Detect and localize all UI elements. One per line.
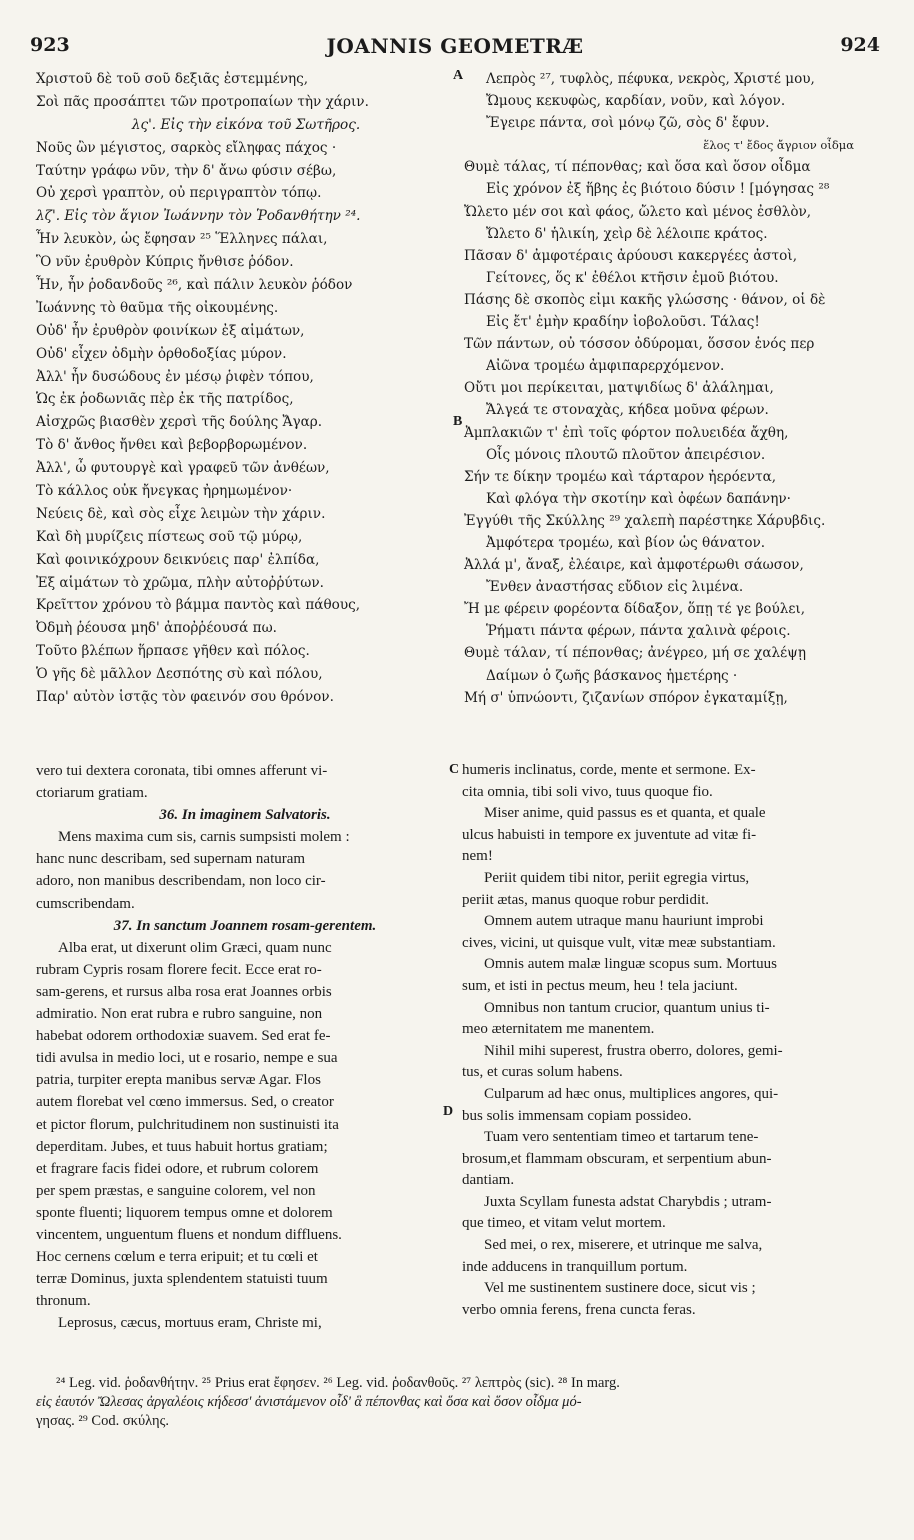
verse-line: Αἰῶνα τρομέω ἀμφιπαρερχόμενον. xyxy=(486,358,725,375)
verse-line: Οἷς μόνοις πλουτῶ πλοῦτον ἀπειρέσιον. xyxy=(486,446,766,463)
text-line: nem! xyxy=(462,848,493,865)
verse-line: Ὡς ἐκ ῥοδωνιᾶς πὲρ ἐκ τῆς πατρίδος, xyxy=(36,391,294,408)
verse-line: Τὸ κάλλος οὐκ ἤνεγκας ἠρημωμένον· xyxy=(36,483,293,500)
verse-line: Οὐδ' εἶχεν ὀδμὴν ὀρθοδοξίας μύρον. xyxy=(36,345,287,362)
greek-column-left xyxy=(36,68,456,709)
text-line: ctoriarum gratiam. xyxy=(36,785,148,802)
text-line: adoro, non manibus describendam, non loco cir- xyxy=(36,873,326,890)
verse-line: Ἐξ αἱμάτων τὸ χρῶμα, πλὴν αὐτοῤῥύτων. xyxy=(36,574,324,591)
text-line: vero tui dextera coronata, tibi omnes afferunt vi- xyxy=(36,763,328,779)
text-line: tus, et curas solum habens. xyxy=(462,1064,623,1081)
text-line: Periit quidem tibi nitor, periit egregia virtus, xyxy=(484,869,750,886)
verse-line: Καὶ φοινικόχρουν δεικνύεις παρ' ἐλπίδα, xyxy=(36,551,320,568)
verse-line: Ἔνθεν ἀναστήσας εὔδιον εἰς λιμένα. xyxy=(486,579,744,596)
text-line: hanc nunc describam, sed supernam naturam xyxy=(36,851,306,868)
verse-line: Ἄλγεά τε στοναχὰς, κήδεα μοῦνα φέρων. xyxy=(486,402,769,419)
verse-line: Ἀλλά μ', ἄναξ, ἐλέαιρε, καὶ ἀμφοτέρωθι σάωσον, xyxy=(464,557,804,574)
margin-letter-c: C xyxy=(449,762,460,777)
verse-line: Ἐγγύθι τῆς Σκύλλης ²⁹ χαλεπὴ παρέστηκε Χάρυβδις. xyxy=(464,512,826,529)
verse-line: Ὃ νῦν ἐρυθρὸν Κύπρις ἤνθισε ῥόδον. xyxy=(36,254,294,271)
page-number-right: 924 xyxy=(840,34,880,56)
text-line: Sed mei, o rex, miserere, et utrinque me salva, xyxy=(484,1237,763,1254)
text-line: rubram Cypris rosam florere fecit. Ecce erat ro- xyxy=(36,961,322,978)
verse-line: Τοῦτο βλέπων ἥρπασε γῆθεν καὶ πόλος. xyxy=(36,643,310,660)
verse-line: Ὤμους κεκυφὼς, καρδίαν, νοῦν, καὶ λόγον. xyxy=(486,93,786,110)
verse-line: Οὐδ' ἦν ἐρυθρὸν φοινίκων ἐξ αἱμάτων, xyxy=(36,322,305,339)
verse-line: Ὁ γῆς δὲ μᾶλλον Δεσπότης σὺ καὶ πόλου, xyxy=(36,666,323,683)
text-line: Miser anime, quid passus es et quanta, et quale xyxy=(484,805,766,822)
text-line: periit ætas, manus quoque robur perdidit. xyxy=(462,891,710,908)
section-heading: 36. In imaginem Salvatoris. xyxy=(159,807,331,824)
text-line: tidi avulsa in medio loci, ut e rosario, nempe e sua xyxy=(36,1050,338,1067)
text-line: verbo omnia ferens, frena cuncta feras. xyxy=(462,1301,696,1318)
verse-line: Ἀμπλακιῶν τ' ἐπὶ τοῖς φόρτον πολυειδέα ἄχθη, xyxy=(464,424,789,441)
verse-line: Εἰς χρόνον ἐξ ἥβης ἐς βιότοιο δύσιν ! [μόγησας ²⁸ xyxy=(486,181,830,198)
text-line: sam-gerens, et rursus alba rosa erat Joannes orbis xyxy=(36,983,332,1000)
text-line: bus solis immensam copiam possideo. xyxy=(462,1107,692,1124)
footnote-line: εἰς ἑαυτόν Ὤλεσας ἀργαλέοις κήδεσσ' ἀνιστάμενον οἶδ' ἃ πέπονθας καὶ ὅσα καὶ ὅσον οἶδμα μό- xyxy=(36,1394,582,1410)
verse-line: Ἦν λευκὸν, ὡς ἔφησαν ²⁵ Ἕλληνες πάλαι, xyxy=(36,231,328,248)
verse-line: Λεπρὸς ²⁷, τυφλὸς, πέφυκα, νεκρὸς, Χριστέ μου, xyxy=(486,71,815,87)
verse-line: Σοὶ πᾶς προσάπτει τῶν προτροπαίων τὴν χάριν. xyxy=(36,93,369,110)
text-line: Nihil mihi superest, frustra oberro, dolores, gemi- xyxy=(484,1042,783,1059)
verse-line: Ῥήματι πάντα φέρων, πάντα χαλινὰ φέροις. xyxy=(486,623,791,640)
verse-line: Ἦν, ἦν ῥοδανδοῦς ²⁶, καὶ πάλιν λευκὸν ῥόδον xyxy=(36,277,353,294)
text-line: brosum,et flammam obscuram, et serpentium abun- xyxy=(462,1150,772,1167)
text-line: per spem præstas, e sanguine colorem, vel non xyxy=(36,1182,316,1199)
verse-line: Νοῦς ὢν μέγιστος, σαρκὸς εἴληφας πάχος · xyxy=(36,139,337,156)
text-line: deperditam. Jubes, et tuus habuit hortus gratiam; xyxy=(36,1138,328,1155)
verse-line: Σήν τε δίκην τρομέω καὶ τάρταρον ἠερόεντα, xyxy=(464,468,777,485)
verse-line: Κρεῖττον χρόνου τὸ βάμμα παντὸς καὶ πάθους, xyxy=(36,597,361,614)
text-line: Omnem autem utraque manu hauriunt improbi xyxy=(484,913,764,930)
verse-line: Ἀλλ', ὦ φυτουργὲ καὶ γραφεῦ τῶν ἀνθέων, xyxy=(36,460,330,477)
text-line: et fragrare facis fidei odore, et rubrum colorem xyxy=(36,1160,319,1177)
verse-line: Δαίμων ὁ ζωῆς βάσκανος ἡμετέρης · xyxy=(486,667,738,684)
section-heading: 37. In sanctum Joannem rosam-gerentem. xyxy=(113,917,377,934)
text-line: habebat odorem orthodoxiæ suavem. Sed erat fe- xyxy=(36,1028,331,1045)
verse-line: Οὔτι μοι περίκειται, ματψιδίως δ' ἀλάλημαι, xyxy=(464,380,774,397)
running-header xyxy=(30,34,880,58)
text-line: Mens maxima cum sis, carnis sumpsisti molem : xyxy=(58,829,350,846)
text-line: meo æternitatem me manentem. xyxy=(462,1021,655,1038)
text-line: Tuam vero sententiam timeo et tartarum tene- xyxy=(484,1129,759,1146)
text-line: Culparum ad hæc onus, multiplices angores, qui- xyxy=(484,1085,779,1102)
text-line: Leprosus, cæcus, mortuus eram, Christe mi, xyxy=(58,1315,322,1332)
margin-letter-d: D xyxy=(443,1104,454,1119)
verse-line: Τῶν πάντων, οὐ τόσσον ὀδύρομαι, ὅσσον ἑνός περ xyxy=(464,336,815,353)
margin-letter-a: A xyxy=(453,68,464,83)
running-title: JOANNIS GEOMETRÆ xyxy=(326,34,584,58)
verse-line: Πάσης δὲ σκοπὸς εἰμι κακῆς γλώσσης · θάνον, οἱ δὲ xyxy=(464,291,826,308)
text-line: patria, turpiter erepta manibus servæ Agar. Flos xyxy=(36,1072,321,1089)
text-line: vincentem, unguentum fluens et nondum diffluens. xyxy=(36,1226,342,1243)
verse-line: Πᾶσαν δ' ἀμφοτέραις ἀρύουσι κακεργέες ἀστοὶ, xyxy=(464,247,798,264)
poem-heading: λς'. Εἰς τὴν εἰκόνα τοῦ Σωτῆρος. xyxy=(131,116,361,133)
verse-line: Καὶ δὴ μυρίζεις πίστεως σοῦ τῷ μύρῳ, xyxy=(36,528,303,545)
text-line: terræ Dominus, juxta splendentem statuisti tuum xyxy=(36,1271,328,1288)
text-line: ulcus habuisti in tempore ex juventute ad vitæ fi- xyxy=(462,826,757,843)
text-line: Hoc cernens cœlum e terra eripuit; et tu cœli et xyxy=(36,1249,318,1266)
verse-line: Νεύεις δὲ, καὶ σὸς εἶχε λειμὼν τὴν χάριν. xyxy=(36,505,326,522)
verse-line: Καὶ φλόγα τὴν σκοτίην καὶ ὀφέων δαπάνην· xyxy=(486,490,791,507)
text-line: dantiam. xyxy=(462,1172,515,1189)
text-line: admiratio. Non erat rubra e rubro sanguine, non xyxy=(36,1006,323,1023)
text-line: et pictor florum, pulchritudinem non sustinuisti ita xyxy=(36,1116,339,1133)
text-line: thronum. xyxy=(36,1293,91,1310)
text-line: humeris inclinatus, corde, mente et sermone. Ex- xyxy=(462,762,756,778)
verse-line: Χριστοῦ δὲ τοῦ σοῦ δεξιᾶς ἐστεμμένης, xyxy=(36,71,309,87)
latin-column-right xyxy=(462,760,886,1321)
verse-line: Ὤλετο μέν σοι καὶ φάος, ὤλετο καὶ μένος ἐσθλὸν, xyxy=(464,203,812,220)
footnote-line: γησας. ²⁹ Cod. σκύλης. xyxy=(36,1413,169,1429)
verse-line: Αἰσχρῶς βιασθὲν χερσὶ τῆς δούλης Ἄγαρ. xyxy=(36,414,323,431)
latin-column-left xyxy=(36,760,454,1334)
footnote-line: ²⁴ Leg. vid. ῥοδανθήτην. ²⁵ Prius erat ἔφησεν. ²⁶ Leg. vid. ῥοδανθοῦς. ²⁷ λεπτρὸς (sic). ²⁸ In marg. xyxy=(56,1375,620,1391)
poem-heading: λζ'. Εἰς τὸν ἅγιον Ἰωάννην τὸν Ῥοδανθήτην ²⁴. xyxy=(36,208,361,225)
verse-line: Ἰωάννης τὸ θαῦμα τῆς οἰκουμένης. xyxy=(36,299,279,316)
verse-line: Ὤλετο δ' ἡλικίη, χεὶρ δὲ λέλοιπε κράτος. xyxy=(486,225,768,242)
verse-line: Θυμὲ τάλας, τί πέπονθας; καὶ ὅσα καὶ ὅσον οἶδμα xyxy=(464,159,811,176)
footnotes xyxy=(36,1374,886,1431)
verse-line: Ἀλλ' ἦν δυσώδους ἐν μέσῳ ῥιφὲν τόπου, xyxy=(36,368,314,385)
verse-line: Μή σ' ὑπνώοντι, ζιζανίων σπόρον ἐγκαταμίξῃ, xyxy=(464,689,788,706)
verse-line: Ὀδμὴ ῥέουσα μηδ' ἀποῤῥέουσά πω. xyxy=(36,620,278,637)
text-line: Vel me sustinentem sustinere doce, sicut vis ; xyxy=(484,1280,756,1297)
text-line: que timeo, et vitam velut mortem. xyxy=(462,1215,666,1232)
text-line: sum, et isti in pectus meum, heu ! tela jaciunt. xyxy=(462,977,738,994)
page-number-left: 923 xyxy=(30,34,70,56)
verse-line: Οὐ χερσὶ γραπτὸν, οὐ περιγραπτὸν τόπῳ. xyxy=(36,185,322,202)
verse-line: Γείτονες, ὅς κ' ἐθέλοι κτῆσιν ἐμοῦ βιότου. xyxy=(486,269,779,286)
verse-line: Ταύτην γράφω νῦν, τὴν δ' ἄνω φύσιν σέβω, xyxy=(36,162,337,179)
text-line: Juxta Scyllam funesta adstat Charybdis ; utram- xyxy=(484,1193,772,1210)
marginal-gloss: ἕλος τ' ἔδος ἄγριον οἶδμα xyxy=(703,138,854,153)
text-line: autem florebat vel cœno immersus. Sed, o creator xyxy=(36,1094,334,1111)
text-line: inde adducens in tranquillum portum. xyxy=(462,1258,688,1275)
text-line: cita omnia, tibi soli vivo, tuus quoque fio. xyxy=(462,783,713,800)
verse-line: Παρ' αὐτὸν ἱστᾷς τὸν φαεινόν σου θρόνον. xyxy=(36,689,334,706)
verse-line: Εἰς ἔτ' ἐμὴν κραδίην ἰοβολοῦσι. Τάλας! xyxy=(486,314,760,331)
margin-letter-b: B xyxy=(453,414,463,429)
text-line: Omnibus non tantum crucior, quantum unius ti- xyxy=(484,999,770,1016)
verse-line: Ἀμφότερα τρομέω, καὶ βίον ὡς θάνατον. xyxy=(486,534,766,551)
verse-line: Τὸ δ' ἄνθος ἤνθει καὶ βεβορβορωμένον. xyxy=(36,437,308,454)
verse-line: Θυμὲ τάλαν, τί πέπονθας; ἀνέγρεο, μή σε χαλέψῃ xyxy=(464,645,806,662)
text-line: sponte fluenti; liquorem tempus omne et dolorem xyxy=(36,1204,333,1221)
verse-line: Ἤ με φέρειν φορέοντα δίδαξον, ὅπῃ τέ γε βούλει, xyxy=(464,601,806,618)
greek-column-right xyxy=(464,68,888,709)
text-line: cives, vicini, ut quisque vult, vitæ meæ substantiam. xyxy=(462,934,776,951)
verse-line: Ἔγειρε πάντα, σοὶ μόνῳ ζῶ, σὸς δ' ἔφυν. xyxy=(486,115,770,132)
text-line: Omnis autem malæ linguæ scopus sum. Mortuus xyxy=(484,956,777,973)
text-line: Alba erat, ut dixerunt olim Græci, quam nunc xyxy=(58,939,332,956)
text-line: cumscribendam. xyxy=(36,895,135,912)
